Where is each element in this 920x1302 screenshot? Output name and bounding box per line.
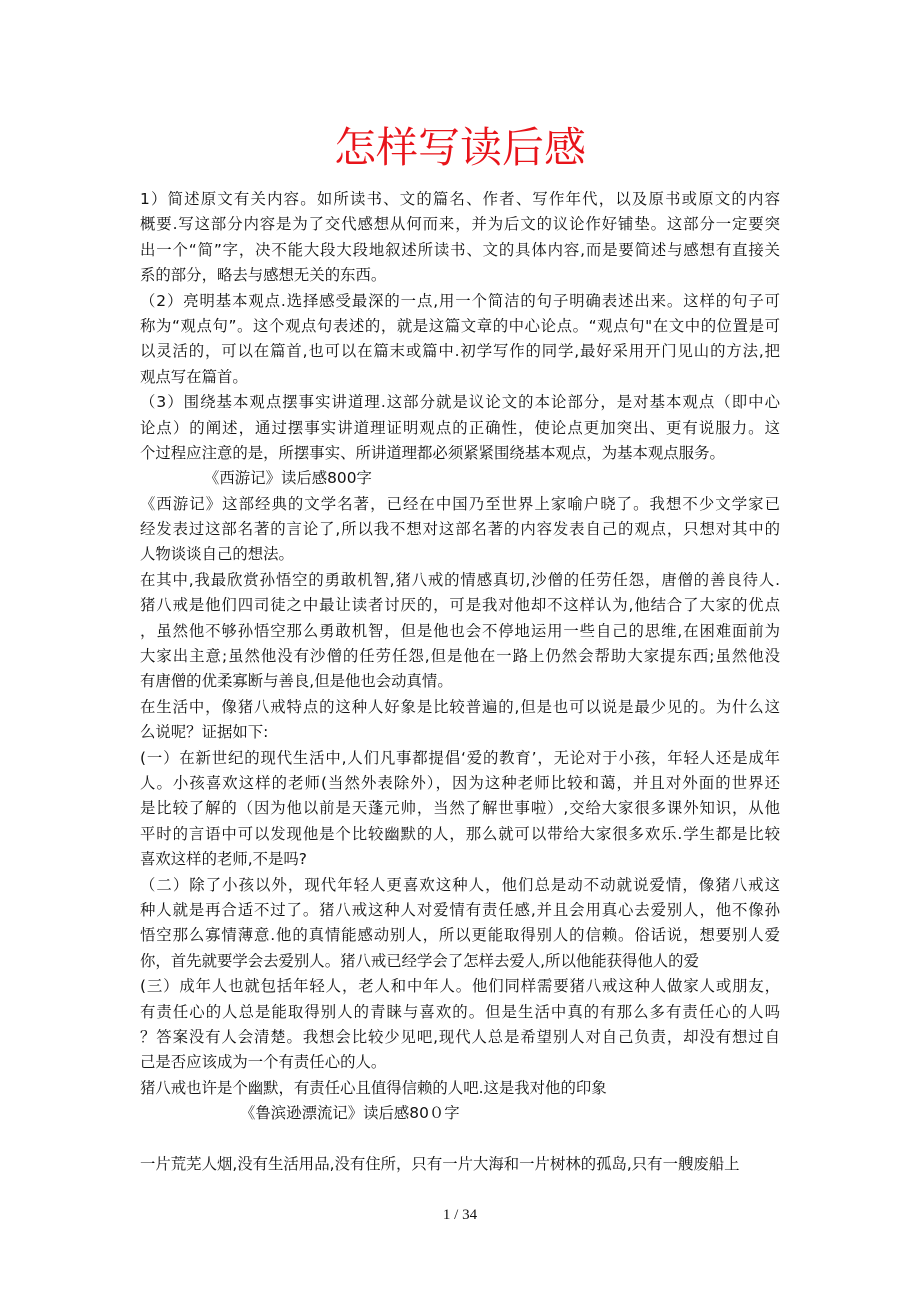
paragraph-line: 以灵活的，可以在篇首,也可以在篇末或篇中.初学写作的同学,最好采用开门见山的方法,把 <box>140 342 780 361</box>
paragraph-line: 是比较了解的（因为他以前是天蓬元帅，当然了解世事啦）,交给大家很多课外知识，从他 <box>140 799 780 818</box>
paragraph-line: ？答案没有人会清楚。我想会比较少见吧,现代人总是希望别人对自己负责，却没有想过自 <box>140 1027 780 1046</box>
paragraph-line: (一）在新世纪的现代生活中,人们凡事都提倡‘爱的教育’，无论对于小孩，年轻人还是成年 <box>140 748 780 767</box>
paragraph-line: 出一个“简”字，决不能大段大段地叙述所读书、文的具体内容,而是要简述与感想有直接关 <box>140 240 780 259</box>
paragraph-line: 悟空那么寡情薄意.他的真情能感动别人，所以更能取得别人的信赖。俗话说，想要别人爱 <box>140 926 780 945</box>
paragraph-line: （3）围绕基本观点摆事实讲道理.这部分就是议论文的本论部分，是对基本观点（即中心 <box>140 393 780 412</box>
paragraph-line: 系的部分，略去与感想无关的东西。 <box>140 266 387 285</box>
paragraph-line: 有唐僧的优柔寡断与善良,但是他也会动真情。 <box>140 672 453 691</box>
paragraph-line: 有责任心的人总是能取得别人的青睐与喜欢的。但是生活中真的有那么多有责任心的人吗 <box>140 1002 780 1021</box>
paragraph-line: 称为“观点句”。这个观点句表述的，就是这篇文章的中心论点。“观点句"在文中的位置是可 <box>140 316 780 335</box>
paragraph-line: 人物谈谈自己的想法。 <box>140 545 294 564</box>
paragraph-line: ，虽然他不够孙悟空那么勇敢机智，但是他也会不停地运用一些自己的思维,在困难面前为 <box>140 621 780 640</box>
paragraph-line: 大家出主意;虽然他没有沙僧的任劳任怨,但是他在一路上仍然会帮助大家提东西;虽然他没 <box>140 647 780 666</box>
paragraph-line: 在生活中，像猪八戒特点的这种人好象是比较普遍的,但是也可以说是最少见的。为什么这 <box>140 697 780 716</box>
paragraph-line: 经发表过这部名著的言论了,所以我不想对这部名著的内容发表自己的观点，只想对其中的 <box>140 520 780 539</box>
paragraph-line: 《西游记》这部经典的文学名著，已经在中国乃至世界上家喻户晓了。我想不少文学家已 <box>140 494 780 513</box>
paragraph-line: 种人就是再合适不过了。猪八戒这种人对爱情有责任感,并且会用真心去爱别人，他不像孙 <box>140 900 780 919</box>
paragraph-line: 概要.写这部分内容是为了交代感想从何而来，并为后文的议论作好铺垫。这部分一定要突 <box>140 215 780 234</box>
paragraph-line: 么说呢？证据如下: <box>140 723 269 742</box>
paragraph-line: 论点）的阐述，通过摆事实讲道理证明观点的正确性，使论点更加突出、更有说服力。这 <box>140 418 780 437</box>
paragraph-line: 己是否应该成为一个有责任心的人。 <box>140 1053 387 1072</box>
section-heading: 《鲁滨逊漂流记》读后感80０字 <box>240 1104 460 1123</box>
document-body <box>140 187 780 1177</box>
paragraph-line: （二）除了小孩以外，现代年轻人更喜欢这种人，他们总是动不动就说爱情，像猪八戒这 <box>140 875 780 894</box>
paragraph-line: 平时的言语中可以发现他是个比较幽默的人，那么就可以带给大家很多欢乐.学生都是比较 <box>140 824 780 843</box>
paragraph-line: 人。小孩喜欢这样的老师(当然外表除外），因为这种老师比较和蔼，并且对外面的世界还 <box>140 773 780 792</box>
page-number: 1 / 34 <box>442 1207 478 1223</box>
paragraph-line: 喜欢这样的老师,不是吗? <box>140 850 307 869</box>
paragraph-line: 在其中,我最欣赏孙悟空的勇敢机智,猪八戒的情感真切,沙僧的任劳任怨，唐僧的善良待人. <box>140 570 780 589</box>
paragraph-line: 你，首先就要学会去爱别人。猪八戒已经学会了怎样去爱人,所以他能获得他人的爱 <box>140 951 699 970</box>
paragraph-line: 一片荒芜人烟,没有生活用品,没有住所，只有一片大海和一片树林的孤岛,只有一艘废船上 <box>140 1154 740 1173</box>
paragraph-line: 猪八戒是他们四司徒之中最让读者讨厌的，可是我对他却不这样认为,他结合了大家的优点 <box>140 596 780 615</box>
paragraph-line: （2）亮明基本观点.选择感受最深的一点,用一个简洁的句子明确表述出来。这样的句子可 <box>140 291 780 310</box>
blank-line <box>140 1126 780 1151</box>
paragraph-line: 1）简述原文有关内容。如所读书、文的篇名、作者、写作年代，以及原书或原文的内容 <box>140 190 780 208</box>
paragraph-line: 观点写在篇首。 <box>140 367 248 386</box>
paragraph-line: 猪八戒也许是个幽默，有责任心且值得信赖的人吧.这是我对他的印象 <box>140 1078 607 1097</box>
document-title: 怎样写读后感 <box>333 123 586 172</box>
section-heading: 《西游记》读后感800字 <box>204 469 372 488</box>
paragraph-line: (三）成年人也就包括年轻人，老人和中年人。他们同样需要猪八戒这种人做家人或朋友， <box>140 977 780 996</box>
paragraph-line: 个过程应注意的是，所摆事实、所讲道理都必须紧紧围绕基本观点，为基本观点服务。 <box>140 443 725 462</box>
